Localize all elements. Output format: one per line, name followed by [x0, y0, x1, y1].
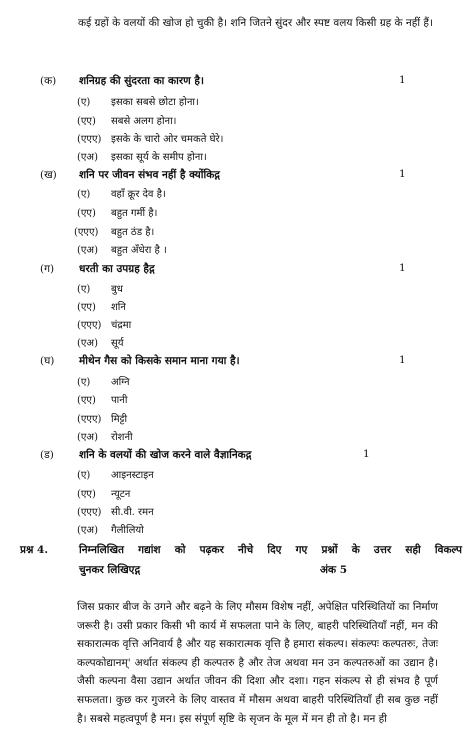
- option-number: (एए): [77, 302, 96, 313]
- option-number: (एएए): [77, 507, 102, 518]
- option: [77, 467, 154, 481]
- option-text: इसका सूर्य के समीप होना।: [111, 152, 207, 163]
- option: [77, 374, 130, 388]
- option-number: (ए): [77, 284, 91, 295]
- option-number: (ए): [77, 377, 91, 388]
- option-text: पानी: [111, 395, 128, 406]
- option-text: आइनस्टाइन: [111, 470, 154, 481]
- option-number: (एएए): [74, 227, 99, 238]
- option-text: चंद्रमा: [111, 320, 132, 331]
- passage-paragraph: जिस प्रकार बीज के उगने और बढ़ने के लिए मौसम विशेष नहीं, अपेक्षित परिस्थितियों का निर्माण जरूरी है। उसी प्रकार किसी भी कार्य में सफलता पाने के लिए, बाहरी परिस्थितियाँ नहीं, मन की सकारात्मक वृत्ति अनिवार्य है और यह सकारात्मक वृत्ति है हमारा संकल्प। संकल्पः कल्पतरुः, तेजः कल्पकोद्यानम्' अर्थात संकल्प ही कल्पतरु है और तेज अथवा मन उन कल्पतरुओं का उद्यान है। जैसी कल्पना वैसा उद्यान अर्थात जीवन की दिशा और दशा। गहन संकल्प से ही संभव है पूर्ण सफलता। कुछ कर गुजरने के लिए वास्तव में मौसम अथवा बाहरी परिस्थितियाँ ही सब कुछ नहीं है। सबसे महत्वपूर्ण है मन। इस संपूर्ण सृष्टि के सृजन के मूल में मन ही तो है। मन ही: [77, 601, 438, 725]
- option-text: सी.वी. रमन: [111, 507, 154, 518]
- question-number: (ग): [40, 263, 55, 275]
- option-number: (एए): [77, 395, 96, 406]
- question-number: (ख): [40, 169, 57, 181]
- question-text: शनि के वलयों की खोज करने वाले वैज्ञानिकद्ग: [79, 449, 252, 461]
- option: [77, 242, 167, 256]
- option-number: (एएए): [77, 134, 102, 145]
- question-text: धरती का उपग्रह हैद्ग: [79, 263, 155, 275]
- option: [77, 317, 131, 331]
- question-text: शनिग्रह की सुंदरता का कारण है।: [79, 75, 204, 87]
- option-text: इसका सबसे छोटा होना।: [111, 97, 199, 108]
- option-number: (एअ): [77, 432, 98, 443]
- option-text: बहुत गर्मी है।: [111, 208, 158, 219]
- option: [77, 429, 133, 443]
- option-text: न्यूटन: [111, 489, 131, 500]
- option-number: (एअ): [77, 525, 98, 536]
- question-4-instruction-line1: निम्नलिखित गद्यांश को पढ़कर नीचे दिए गए प्रश्नों के उत्तर सही विकल्प: [79, 544, 462, 556]
- question-text: मीथेन गैस को किसके समान माना गया है।: [79, 355, 240, 367]
- option: [77, 392, 127, 406]
- question-4-marks: अंक 5: [320, 564, 348, 576]
- option: [77, 504, 154, 518]
- option: [77, 486, 130, 500]
- option-number: (एए): [77, 208, 96, 219]
- question-text: शनि पर जीवन संभव नहीं है क्योंकिद्ग: [79, 169, 220, 181]
- question-mark: 1: [399, 354, 406, 366]
- option-number: (एए): [77, 116, 96, 127]
- option: [77, 522, 144, 536]
- option-number: (एए): [77, 489, 96, 500]
- option-text: मिट्टी: [111, 414, 128, 425]
- question-mark: 1: [399, 74, 406, 86]
- option: [77, 205, 157, 219]
- option-number: (एएए): [77, 414, 102, 425]
- question-number: (ड): [40, 449, 54, 461]
- option-text: बहुत ठंड है।: [111, 227, 155, 238]
- option-text: अग्नि: [111, 377, 130, 388]
- option-text: सूर्य: [111, 338, 124, 349]
- option-number: (ए): [77, 97, 91, 108]
- option-number: (एएए): [77, 320, 102, 331]
- option-text: गैलीलियो: [111, 525, 144, 536]
- option-text: वहाँ क्रूर देव है।: [111, 189, 166, 200]
- option: [74, 224, 154, 238]
- option-number: (ए): [77, 189, 91, 200]
- option-number: (ए): [77, 470, 91, 481]
- option-text: रोशनी: [111, 432, 133, 443]
- option-text: इसके के चारो ओर चमकते घेरे।: [111, 134, 224, 145]
- option: [77, 299, 126, 313]
- question-4-instruction-line2: चुनकर लिखिएद्ग: [79, 564, 141, 576]
- intro-paragraph: कई ग्रहों के वलयों की खोज हो चुकी है। शनि जितने सुंदर और स्पष्ट वलय किसी ग्रह के नहीं हैं।: [78, 17, 433, 29]
- option-text: बहुत अँधेरा है ।: [111, 245, 167, 256]
- option-text: सबसे अलग होना।: [111, 116, 177, 127]
- question-number: (क): [40, 75, 57, 87]
- option: [77, 281, 123, 295]
- option: [77, 113, 176, 127]
- option-number: (एअ): [77, 152, 98, 163]
- question-mark: 1: [363, 448, 370, 460]
- question-number: (घ): [40, 355, 55, 367]
- option: [77, 94, 199, 108]
- option: [77, 411, 127, 425]
- option-number: (एअ): [77, 338, 98, 349]
- option: [77, 335, 124, 349]
- question-4-label: प्रश्न 4.: [20, 544, 49, 556]
- option-number: (एअ): [77, 245, 98, 256]
- question-mark: 1: [399, 168, 406, 180]
- option-text: बुध: [111, 284, 123, 295]
- option-text: शनि: [111, 302, 126, 313]
- option: [77, 131, 223, 145]
- option: [77, 186, 166, 200]
- option: [77, 149, 207, 163]
- question-mark: 1: [399, 262, 406, 274]
